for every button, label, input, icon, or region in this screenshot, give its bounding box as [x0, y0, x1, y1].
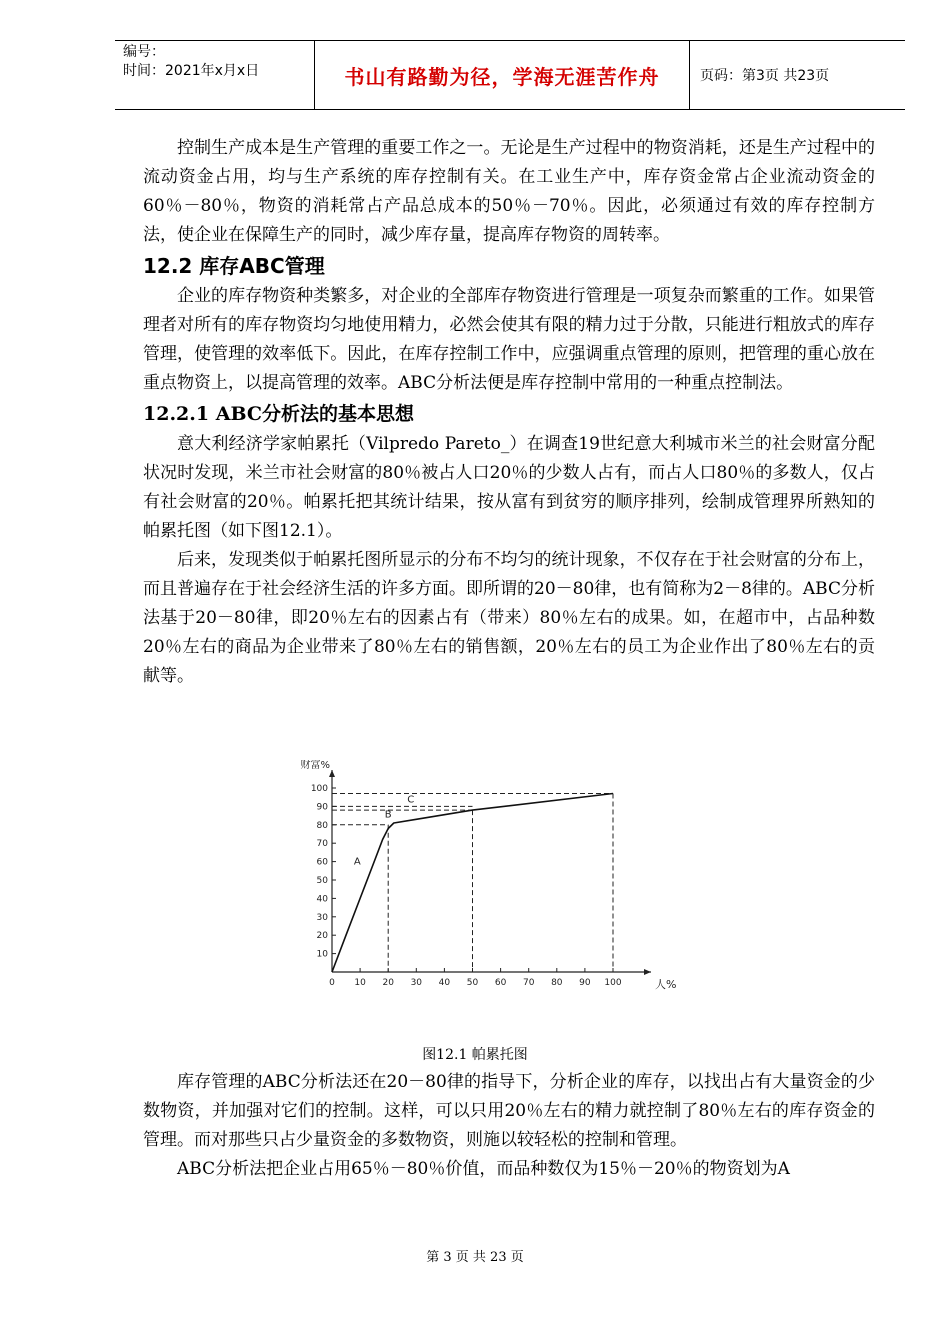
y-tick-label: 50 — [316, 876, 328, 886]
x-axis-arrow — [644, 969, 651, 975]
paragraph-intro: 控制生产成本是生产管理的重要工作之一。无论是生产过程中的物资消耗，还是生产过程中的流动资金占用，均与生产系统的库存控制有关。在工业生产中，库存资金常占企业流动资金的60％－80％，物资的消耗常占产品总成本的50％－70％。因此，必须通过有效的库存控制方法，使企业在保障生产的同时，减少库存量，提高库存物资的周转率。 — [143, 138, 875, 245]
paragraph-20-80-rule: 后来，发现类似于帕累托图所显示的分布不均匀的统计现象，不仅存在于社会财富的分布上，而且普遍存在于社会经济生活的许多方面。即所谓的20－80律，也有简称为2－8律的。ABC分析法基于20－80律，即20％左右的因素占有（带来）80％左右的成果。如，在超市中，占品种数20％左右的商品为企业带来了80％左右的销售额，20％左右的员工为企业作出了80％左右的贡献等。 — [143, 550, 875, 686]
y-tick-label: 40 — [316, 894, 328, 905]
region-label-a: A — [353, 856, 361, 868]
paragraph-abc-inventory: 库存管理的ABC分析法还在20－80律的指导下，分析企业的库存，以找出占有大量资金的少数物资，并加强对它们的控制。这样，可以只用20％左右的精力就控制了80％左右的库存资金的管理。而对那些只占少量资金的多数物资，则施以较轻松的控制和管理。 — [143, 1072, 875, 1150]
figure-caption: 图12.1 帕累托图 — [422, 1047, 528, 1063]
paragraph-abc-management: 企业的库存物资种类繁多，对企业的全部库存物资进行管理是一项复杂而繁重的工作。如果管理者对所有的库存物资均匀地使用精力，必然会使其有限的精力过于分散，只能进行粗放式的库存管理，使管理的效率低下。因此，在库存控制工作中，应强调重点管理的原则，把管理的重心放在重点物资上，以提高管理的效率。ABC分析法便是库存控制中常用的一种重点控制法。 — [143, 286, 875, 393]
y-tick-label: 70 — [316, 839, 328, 850]
header-time: 时间：2021年x月x日 — [123, 63, 260, 79]
page-header — [115, 40, 905, 110]
pareto-chart-svg — [290, 760, 680, 1010]
x-tick-label: 40 — [438, 978, 451, 988]
x-tick-label: 0 — [329, 978, 335, 988]
header-page-number: 页码：第3页 共23页 — [700, 68, 830, 84]
paragraph-abc-classes: ABC分析法把企业占用65％－80％价值，而品种数仅为15％－20％的物资划为A — [177, 1159, 790, 1179]
region-label-b: B — [384, 809, 392, 821]
x-tick-label: 80 — [551, 978, 563, 988]
header-motto: 书山有路勤为径，学海无涯苦作舟 — [344, 64, 660, 89]
header-meta — [115, 41, 315, 109]
y-tick-label: 100 — [310, 784, 328, 794]
header-page-cell — [690, 41, 905, 109]
paragraph-pareto: 意大利经济学家帕累托（Vilpredo Pareto_）在调查19世纪意大利城市米兰的社会财富分配状况时发现，米兰市社会财富的80％被占人口20％的少数人占有，而占人口80％的多数人，仅占有社会财富的20％。帕累托把其统计结果，按从富有到贫穷的顺序排列，绘制成管理界所熟知的帕累托图（如下图12.1）。 — [143, 434, 875, 541]
header-motto-cell — [315, 41, 690, 109]
y-tick-label: 80 — [316, 820, 328, 831]
x-tick-label: 50 — [466, 978, 479, 988]
y-tick-label: 10 — [316, 949, 328, 960]
x-tick-label: 60 — [494, 978, 507, 988]
y-axis-title: 财富% — [300, 760, 330, 771]
x-tick-label: 100 — [604, 978, 622, 988]
pareto-chart — [290, 760, 680, 1010]
y-tick-label: 60 — [316, 857, 328, 868]
page-footer: 第 3 页 共 23 页 — [426, 1250, 524, 1265]
x-tick-label: 20 — [382, 978, 394, 988]
x-tick-label: 10 — [354, 978, 366, 988]
x-tick-label: 90 — [579, 978, 591, 988]
header-code: 编号： — [123, 44, 165, 60]
main-content-continued — [143, 1068, 875, 1184]
y-tick-label: 20 — [316, 931, 328, 942]
region-label-c: C — [407, 794, 415, 806]
x-tick-label: 70 — [522, 978, 535, 988]
y-axis-arrow — [329, 770, 335, 777]
section-heading-12-2-1: 12.2.1 ABC分析法的基本思想 — [143, 403, 415, 425]
y-tick-label: 30 — [316, 912, 328, 923]
y-tick-label: 90 — [316, 802, 328, 813]
x-axis-title: 人% — [655, 978, 677, 991]
main-content — [143, 134, 875, 691]
section-heading-12-2: 12.2 库存ABC管理 — [143, 254, 325, 278]
x-tick-label: 30 — [410, 978, 423, 988]
